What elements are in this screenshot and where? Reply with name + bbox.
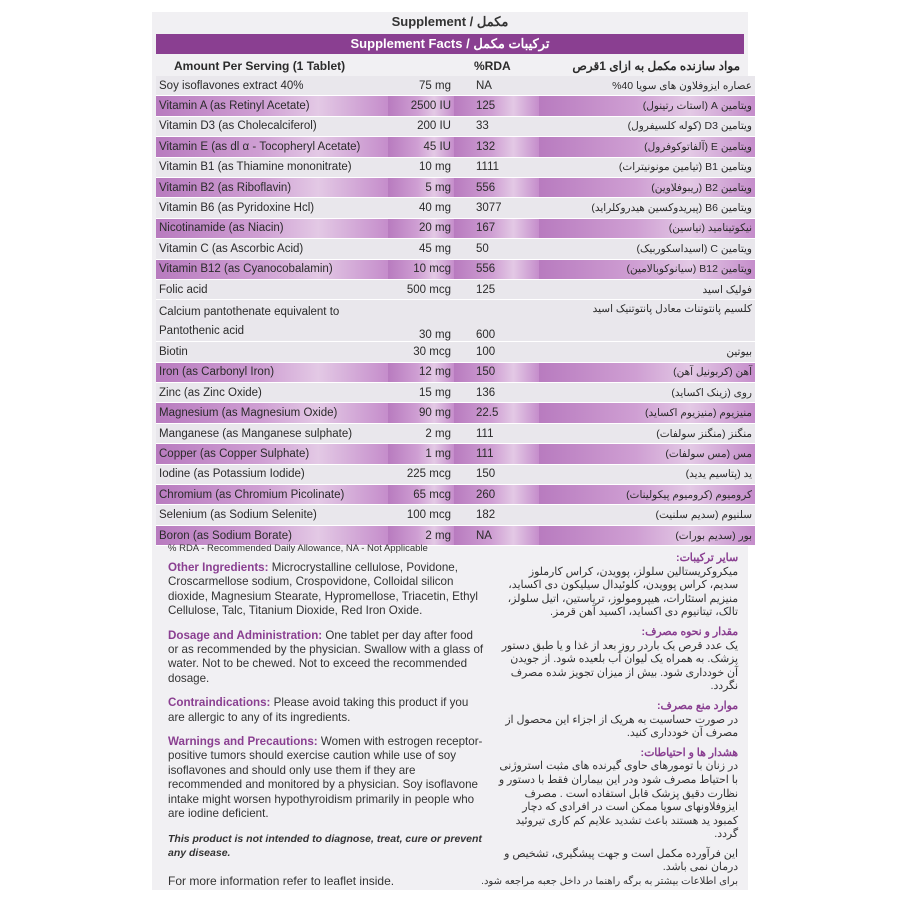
- contraindications-text: Please avoid taking this product if you are allergic to any of its ingredients.: [168, 696, 469, 724]
- table-row: [156, 177, 755, 197]
- ingredient-name-fa: نیکوتینامید (نیاسین): [539, 218, 755, 238]
- ingredient-name: Biotin: [156, 342, 388, 362]
- ingredient-name: Selenium (as Sodium Selenite): [156, 505, 388, 525]
- fa-contra-heading: موارد منع مصرف:: [656, 699, 738, 712]
- ingredient-amount: 10 mcg: [388, 259, 454, 279]
- ingredient-name: Iodine (as Potassium Iodide): [156, 464, 388, 484]
- warnings-heading: Warnings and Precautions:: [168, 735, 318, 749]
- ingredient-name-fa: کرومیوم (کرومیوم پیکولینات): [539, 485, 755, 505]
- ingredient-rda: 260: [454, 485, 539, 505]
- ingredient-rda: 132: [454, 137, 539, 157]
- dosage-heading: Dosage and Administration:: [168, 628, 323, 642]
- ingredient-name-fa: ویتامین B6 (پیریدوکسین هیدروکلراید): [539, 198, 755, 218]
- ingredient-amount: 5 mg: [388, 177, 454, 197]
- ingredient-name: Vitamin A (as Retinyl Acetate): [156, 96, 388, 116]
- dosage: [168, 629, 484, 687]
- fa-contra-text: در صورت حساسیت به هریک از اجزاء این محصول از مصرف آن خودداری کنید.: [505, 713, 738, 740]
- ingredient-name: Iron (as Carbonyl Iron): [156, 362, 388, 382]
- ingredient-name-fa: ویتامین A (استات رتینول): [539, 96, 755, 116]
- ingredient-rda: 33: [454, 116, 539, 136]
- ingredient-name: Copper (as Copper Sulphate): [156, 444, 388, 464]
- ingredient-rda: 167: [454, 218, 539, 238]
- ingredient-name-fa: فولیک اسید: [539, 279, 755, 299]
- ingredient-amount: 100 mcg: [388, 505, 454, 525]
- ingredient-amount: 30 mg: [388, 300, 454, 342]
- ingredient-rda: 125: [454, 279, 539, 299]
- ingredient-name-fa: منیزیوم (منیزیوم اکساید): [539, 403, 755, 423]
- other-ingredients-text: Microcrystalline cellulose, Povidone, Croscarmellose sodium, Crospovidone, Colloidal silicon dioxide, Magnesium Stearate, Hypromellose, Triacetin, Ethyl Cellulose, Talc, Titanium Dioxide, Red Iron Oxide.: [168, 561, 478, 618]
- ingredient-name-fa: کلسیم پانتوتنات معادل پانتوتنیک اسید: [539, 300, 755, 342]
- table-row: [156, 76, 755, 96]
- ingredient-rda: 111: [454, 444, 539, 464]
- ingredient-rda: NA: [454, 76, 539, 96]
- table-row: [156, 279, 755, 299]
- ingredient-name: Soy isoflavones extract 40%: [156, 76, 388, 96]
- table-row: [156, 464, 755, 484]
- ingredient-name: Vitamin B2 (as Riboflavin): [156, 177, 388, 197]
- fa-dosage-text: یک عدد قرص یک باردر روز بعد از غذا و یا طبق دستور پزشک. به همراه یک لیوان آب بلعیده شود. از جویدن آن خودداری شود. بیش از میزان تجویز شده مصرف نگردد.: [501, 639, 738, 693]
- ingredient-name-fa: عصاره ایزوفلاون های سویا 40%: [539, 76, 755, 96]
- ingredient-rda: 150: [454, 362, 539, 382]
- ingredient-amount: 90 mg: [388, 403, 454, 423]
- other-ingredients-heading: Other Ingredients:: [168, 561, 269, 574]
- ingredient-name: Manganese (as Manganese sulphate): [156, 423, 388, 443]
- ingredient-rda: 136: [454, 383, 539, 403]
- fa-header: مواد سازنده مکمل به ازای 1قرص: [572, 59, 740, 73]
- table-row: [156, 218, 755, 238]
- ingredient-rda: 556: [454, 177, 539, 197]
- facts-table: [156, 76, 755, 546]
- fa-disclaimer: این فرآورده مکمل است و جهت پیشگیری، تشخیص و درمان نمی باشد.: [504, 847, 738, 874]
- table-header: [156, 56, 744, 76]
- serving-header: Amount Per Serving (1 Tablet): [174, 59, 346, 73]
- rda-footnote: % RDA - Recommended Daily Allowance, NA - Not Applicable: [168, 543, 428, 554]
- ingredient-amount: 2 mg: [388, 423, 454, 443]
- ingredient-rda: 182: [454, 505, 539, 525]
- ingredient-name: [156, 300, 388, 342]
- ingredient-amount: 10 mg: [388, 157, 454, 177]
- ingredient-amount: 225 mcg: [388, 464, 454, 484]
- ingredient-name: Vitamin B6 (as Pyridoxine Hcl): [156, 198, 388, 218]
- ingredient-name-fa: سلنیوم (سدیم سلنیت): [539, 505, 755, 525]
- table-row: [156, 505, 755, 525]
- ingredient-name-fa: روی (زینک اکساید): [539, 383, 755, 403]
- ingredient-name-fa: ویتامین E (آلفاتوکوفرول): [539, 137, 755, 157]
- table-row: [156, 198, 755, 218]
- ingredient-amount: 15 mg: [388, 383, 454, 403]
- fa-warn-heading: هشدار ها و احتیاطات:: [640, 746, 738, 759]
- ingredient-rda: 3077: [454, 198, 539, 218]
- ingredient-rda: 600: [454, 300, 539, 342]
- table-row: [156, 403, 755, 423]
- table-row: [156, 116, 755, 136]
- ingredient-name-fa: ویتامین B2 (ریبوفلاوین): [539, 177, 755, 197]
- table-row: [156, 383, 755, 403]
- table-row: [156, 157, 755, 177]
- ingredient-name-fa: بیوتین: [539, 342, 755, 362]
- ingredient-rda: 1111: [454, 157, 539, 177]
- ingredient-name-fa: ویتامین C (اسیداسکوربیک): [539, 239, 755, 259]
- ingredient-name: Boron (as Sodium Borate): [156, 525, 388, 545]
- contraindications-heading: Contraindications:: [168, 696, 271, 710]
- page-title: Supplement / مکمل: [391, 14, 509, 29]
- ingredient-name: Folic acid: [156, 279, 388, 299]
- contraindications: [168, 696, 484, 725]
- ingredient-name-fa: مس (مس سولفات): [539, 444, 755, 464]
- ingredient-name-fa: منگنز (منگنز سولفات): [539, 423, 755, 443]
- ingredient-amount: 30 mcg: [388, 342, 454, 362]
- ingredient-amount: 2 mg: [388, 525, 454, 545]
- ingredient-rda: 100: [454, 342, 539, 362]
- ingredient-name: Chromium (as Chromium Picolinate): [156, 485, 388, 505]
- table-row: [156, 423, 755, 443]
- table-row: [156, 96, 755, 116]
- leaflet-note: For more information refer to leaflet inside.: [168, 874, 395, 888]
- table-row: [156, 362, 755, 382]
- table-row: [156, 485, 755, 505]
- facts-rows-1: [156, 76, 755, 300]
- ingredient-name-fa: بور (سدیم بورات): [539, 525, 755, 545]
- ingredient-amount: 45 mg: [388, 239, 454, 259]
- ingredient-amount: 500 mcg: [388, 279, 454, 299]
- warnings: [168, 735, 484, 821]
- ingredient-amount: 1 mg: [388, 444, 454, 464]
- ingredient-rda: 125: [454, 96, 539, 116]
- facts-rows-tall: [156, 300, 755, 342]
- ingredient-amount: 65 mcg: [388, 485, 454, 505]
- ingredient-amount: 20 mg: [388, 218, 454, 238]
- ingredient-name: Nicotinamide (as Niacin): [156, 218, 388, 238]
- ingredient-amount: 2500 IU: [388, 96, 454, 116]
- dosage-text: One tablet per day after food or as recommended by the physician. Swallow with a glass of water. Not to be chewed. Not to exceed the recommended dosage.: [168, 628, 484, 685]
- ingredient-name: Vitamin B12 (as Cyanocobalamin): [156, 259, 388, 279]
- ingredient-amount: 75 mg: [388, 76, 454, 96]
- table-row: [156, 239, 755, 259]
- ingredient-name-fa: آهن (کربونیل آهن): [539, 362, 755, 382]
- fa-leaflet-note: برای اطلاعات بیشتر به برگه راهنما در داخل جعبه مراجعه شود.: [481, 876, 738, 887]
- disclaimer: This product is not intended to diagnose, treat, cure or prevent any disease.: [168, 832, 482, 859]
- supplement-facts-title: Supplement Facts / ترکیبات مکمل: [156, 34, 744, 54]
- ingredient-amount: 45 IU: [388, 137, 454, 157]
- english-info-column: [168, 561, 484, 860]
- ingredient-rda: 22.5: [454, 403, 539, 423]
- warnings-text: Women with estrogen receptor-positive tumors should exercise caution while use of soy isoflavones and should only use them if they are recommended and monitored by a physician. Soy isoflavone intake might worsen hypothyroidism primarily in people who are iodine deficient.: [168, 735, 483, 821]
- persian-info-column: [498, 552, 738, 881]
- ingredient-name-fa: ویتامین B1 (تیامین مونونیترات): [539, 157, 755, 177]
- ingredient-name-line2: Pantothenic acid: [159, 325, 245, 338]
- fa-other-text: میکروکریستالین سلولز، پوویدن، کراس کارملوز سدیم، کراس پوویدن، کلوئیدال سیلیکون دی اکساید، منیزیم استئارات، هیپرومولوز، تریاستین، اتیل سلولز، تالک، تیتانیوم دی اکساید، اکسید آهن قرمز.: [507, 565, 738, 619]
- table-row: [156, 342, 755, 362]
- ingredient-name-fa: ویتامین B12 (سیانوکوبالامین): [539, 259, 755, 279]
- ingredient-name: Magnesium (as Magnesium Oxide): [156, 403, 388, 423]
- table-row: [156, 259, 755, 279]
- ingredient-name-line1: Calcium pantothenate equivalent to: [159, 306, 340, 319]
- ingredient-name: Vitamin C (as Ascorbic Acid): [156, 239, 388, 259]
- ingredient-name: Vitamin D3 (as Cholecalciferol): [156, 116, 388, 136]
- ingredient-rda: 556: [454, 259, 539, 279]
- facts-rows-2: [156, 342, 755, 546]
- ingredient-rda: 111: [454, 423, 539, 443]
- ingredient-rda: NA: [454, 525, 539, 545]
- other-ingredients: [168, 561, 484, 619]
- table-row: [156, 444, 755, 464]
- rda-header: %RDA: [474, 59, 511, 73]
- fa-other-heading: سایر ترکیبات:: [676, 552, 738, 564]
- ingredient-rda: 50: [454, 239, 539, 259]
- ingredient-name-fa: ویتامین D3 (کوله کلسیفرول): [539, 116, 755, 136]
- ingredient-amount: 200 IU: [388, 116, 454, 136]
- supplement-label-card: [152, 12, 752, 890]
- ingredient-amount: 40 mg: [388, 198, 454, 218]
- ingredient-name: Zinc (as Zinc Oxide): [156, 383, 388, 403]
- ingredient-amount: 12 mg: [388, 362, 454, 382]
- ingredient-name-fa: ید (پتاسیم یدید): [539, 464, 755, 484]
- fa-warn-text: در زنان با تومورهای حاوی گیرنده های مثبت استروژنی با احتیاط مصرف شود ودر این بیماران فقط با دستور و نظارت دقیق پزشک قابل استفاده است . مصرف ایزوفلاونهای سویا ممکن است در افرادی که دچار کمبود ید هستند باعث تشدید علایم کم کاری تیروئید گردد.: [498, 760, 738, 841]
- fa-dosage-heading: مقدار و نحوه مصرف:: [641, 625, 738, 638]
- table-row: [156, 137, 755, 157]
- ingredient-name: Vitamin E (as dl α - Tocopheryl Acetate): [156, 137, 388, 157]
- ingredient-name: Vitamin B1 (as Thiamine mononitrate): [156, 157, 388, 177]
- table-row: [156, 300, 755, 342]
- ingredient-rda: 150: [454, 464, 539, 484]
